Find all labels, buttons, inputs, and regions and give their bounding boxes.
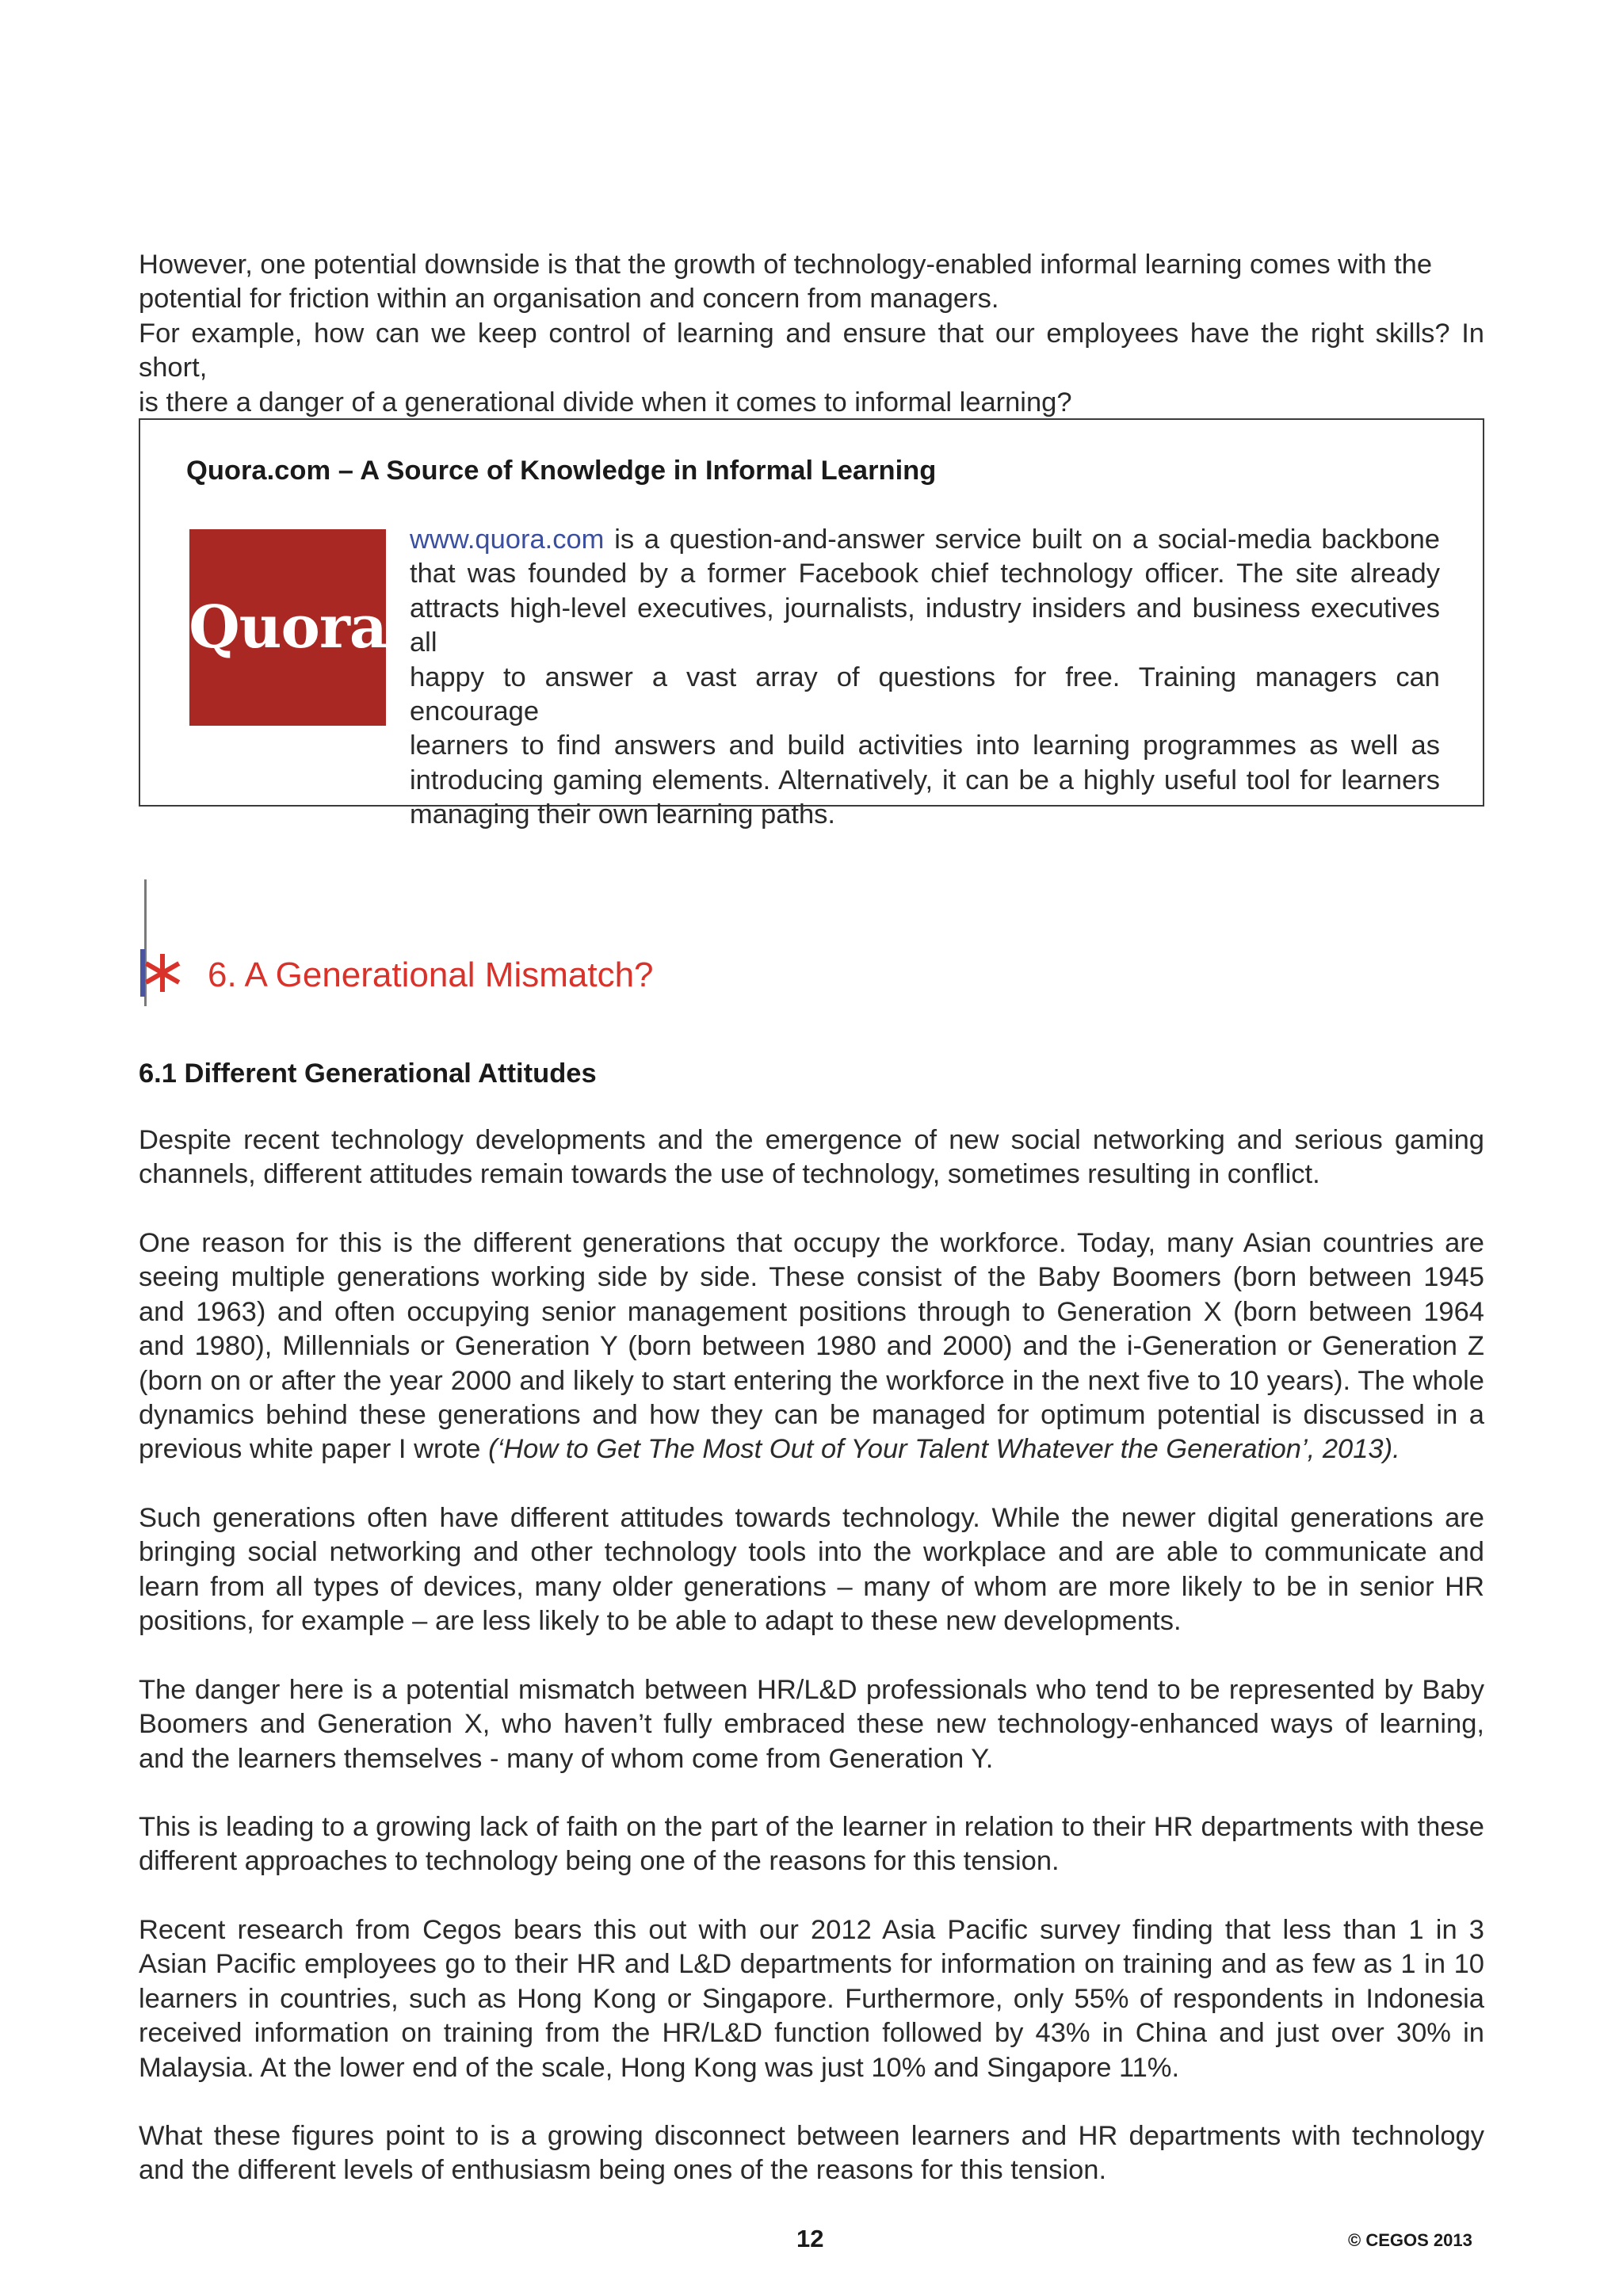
quora-logo-text: Quora xyxy=(189,593,387,662)
text-line: introducing gaming elements. Alternatively, it can be a highly useful tool for learners xyxy=(410,765,1440,795)
text-line: received information on training from the HR/L&D function followed by 43% in China and just over 30% in xyxy=(139,2018,1484,2049)
section-heading: 6. A Generational Mismatch? xyxy=(208,955,654,994)
intro-paragraph-1 xyxy=(139,248,1484,317)
text-line: (born on or after the year 2000 and likely to start entering the workforce in the next five to 10 years). The whole xyxy=(139,1365,1484,1396)
quora-link[interactable]: www.quora.com xyxy=(410,524,605,555)
paragraph-5 xyxy=(139,1810,1484,1879)
text-line: Such generations often have different attitudes towards technology. While the newer digital generations are xyxy=(139,1503,1484,1533)
copyright-notice: © CEGOS 2013 xyxy=(1348,2230,1472,2250)
paragraph-7 xyxy=(139,2119,1484,2188)
text-line: and the learners themselves - many of whom come from Generation Y. xyxy=(139,1743,994,1774)
text-line: is there a danger of a generational divide when it comes to informal learning? xyxy=(139,387,1072,418)
paragraph-4 xyxy=(139,1673,1484,1776)
text-line: potential for friction within an organisation and concern from managers. xyxy=(139,284,999,315)
text-line: channels, different attitudes remain towards the use of technology, sometimes resulting in conflict. xyxy=(139,1159,1320,1190)
text-line: different approaches to technology being one of the reasons for this tension. xyxy=(139,1846,1060,1877)
text-fragment: is a question-and-answer service built on a social-media backbone xyxy=(604,524,1440,555)
text-line xyxy=(139,1432,1484,1466)
text-line: and the different levels of enthusiasm being ones of the reasons for this tension. xyxy=(139,2155,1107,2186)
paragraph-3 xyxy=(139,1501,1484,1639)
text-line: learners in countries, such as Hong Kong or Singapore. Furthermore, only 55% of respondents in Indonesia xyxy=(139,1983,1484,2014)
callout-body xyxy=(410,523,1440,833)
text-line: The danger here is a potential mismatch between HR/L&D professionals who tend to be represented by Baby xyxy=(139,1675,1484,1705)
text-line: bringing social networking and other technology tools into the workplace and are able to communicate and xyxy=(139,1537,1484,1568)
text-line: positions, for example – are less likely to be able to adapt to these new developments. xyxy=(139,1606,1182,1637)
text-line: dynamics behind these generations and how they can be managed for optimum potential is discussed in a xyxy=(139,1400,1484,1431)
quora-logo xyxy=(189,529,386,726)
text-line: This is leading to a growing lack of faith on the part of the learner in relation to their HR departments with these xyxy=(139,1812,1484,1842)
text-line: However, one potential downside is that the growth of technology-enabled informal learning comes with the xyxy=(139,250,1433,280)
text-line: and 1963) and often occupying senior management positions through to Generation X (born between 1964 xyxy=(139,1296,1484,1327)
text-line: Recent research from Cegos bears this out with our 2012 Asia Pacific survey finding that less than 1 in 3 xyxy=(139,1915,1484,1945)
intro-paragraph-2 xyxy=(139,317,1484,420)
text-line: seeing multiple generations working side by side. These consist of the Baby Boomers (born between 1945 xyxy=(139,1262,1484,1293)
subsection-heading: 6.1 Different Generational Attitudes xyxy=(139,1058,597,1089)
text-line: Despite recent technology developments and the emergence of new social networking and serious gaming xyxy=(139,1125,1484,1155)
text-line: For example, how can we keep control of learning and ensure that our employees have the right skills? In short, xyxy=(139,318,1484,383)
text-line: and 1980), Millennials or Generation Y (born between 1980 and 2000) and the i-Generation or Generation Z xyxy=(139,1331,1484,1362)
section-marker-icon xyxy=(137,879,185,1006)
text-line: Asian Pacific employees go to their HR and L&D departments for information on training and as few as 1 in 10 xyxy=(139,1949,1484,1980)
text-line: learners to find answers and build activities into learning programmes as well as xyxy=(410,730,1440,761)
citation: (‘How to Get The Most Out of Your Talent Whatever the Generation’, 2013). xyxy=(488,1434,1400,1465)
paragraph-6 xyxy=(139,1913,1484,2085)
text-line: happy to answer a vast array of questions for free. Training managers can encourage xyxy=(410,662,1440,727)
quora-callout-box xyxy=(139,418,1484,830)
text-line: that was founded by a former Facebook chief technology officer. The site already xyxy=(410,559,1440,589)
text-line: attracts high-level executives, journalists, industry insiders and business executives all xyxy=(410,593,1440,658)
text-line: learn from all types of devices, many older generations – many of whom are more likely to be in senior HR xyxy=(139,1571,1484,1602)
text-line: What these figures point to is a growing disconnect between learners and HR departments with technology xyxy=(139,2121,1484,2151)
page-number: 12 xyxy=(796,2225,824,2252)
text-line: Boomers and Generation X, who haven’t fully embraced these new technology-enhanced ways of learning, xyxy=(139,1709,1484,1740)
text-line: managing their own learning paths. xyxy=(410,799,836,830)
text-fragment: previous white paper I wrote xyxy=(139,1434,489,1465)
text-line xyxy=(410,523,1440,557)
text-line: One reason for this is the different generations that occupy the workforce. Today, many Asian countries are xyxy=(139,1228,1484,1258)
callout-title: Quora.com – A Source of Knowledge in Informal Learning xyxy=(186,456,937,486)
paragraph-2 xyxy=(139,1226,1484,1467)
text-line: Malaysia. At the lower end of the scale, Hong Kong was just 10% and Singapore 11%. xyxy=(139,2052,1180,2083)
paragraph-1 xyxy=(139,1123,1484,1192)
intro-text xyxy=(139,248,1484,420)
